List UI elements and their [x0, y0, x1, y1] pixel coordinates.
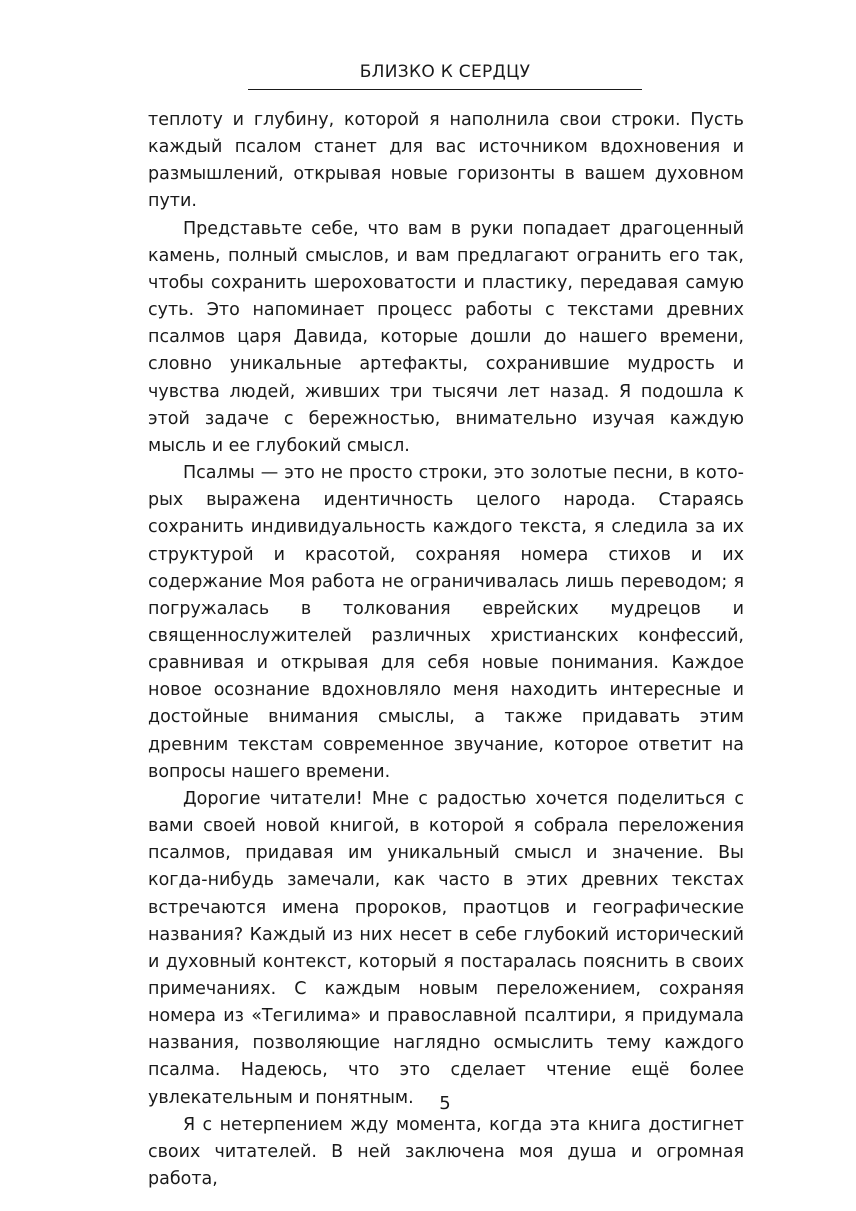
paragraph: Псалмы — это не просто строки, это золотые песни, в которых выражена идентичность целого народа. Стараясь сохранить индивидуальность каждого текста, я следила за их структурой и красотой, сохраняя номера стихов и их содержание Моя работа не ограничивалась лишь переводом; я погружалась в толкования еврейских мудрецов и священнослужителей различных христианских конфессий, сравнивая и открывая для себя новые понимания. Каждое новое осознание вдохновляло меня находить интересные и достойные внимания смыслы, а также придавать этим древним текстам современное звучание, которое ответит на вопросы нашего времени. — [148, 463, 744, 782]
body-text — [148, 107, 744, 1193]
paragraph: Дорогие читатели! Мне с радостью хочется поделиться с вами своей новой книгой, в которой я собрала переложения псалмов, придавая им уникальный смысл и значение. Вы когда-нибудь замечали, как часто в этих древних текстах встречаются имена пророков, праотцов и географические названия? Каждый из них несет в себе глубокий исторический и духовный контекст, который я постаралась пояснить в своих примечаниях. С каждым новым переложением, сохраняя номера из «Тегилима» и православной псалтири, я придумала названия, позволяющие наглядно осмыслить тему каждого псалма. Надеюсь, что это сделает чтение ещё более увлекательным и понятным. — [148, 788, 744, 1108]
running-head-title: БЛИЗКО К СЕРДЦУ — [359, 62, 531, 82]
paragraph: Я с нетерпением жду момента, когда эта книга достигнет своих читателей. В ней заключена моя душа и огромная работа, — [148, 1114, 744, 1190]
paragraph: Представьте себе, что вам в руки попадает драгоценный камень, полный смыслов, и вам предлагают огранить его так, чтобы сохранить шероховатости и пластику, передавая самую суть. Это напоминает процесс работы с текстами древних псалмов царя Давида, которые дошли до нашего времени, словно уникальные артефакты, сохранившие мудрость и чувства людей, живших три тысячи лет назад. Я подошла к этой задаче с бережностью, внимательно изучая каждую мысль и ее глубокий смысл. — [148, 218, 744, 456]
paragraph-continuation: теплоту и глубину, которой я наполнила свои строки. Пусть каждый псалом станет для вас источником вдохновения и размышлений, открывая новые горизонты в вашем духовном пути. — [148, 110, 744, 212]
header-rule — [248, 89, 642, 90]
page-number: 5 — [439, 1093, 451, 1114]
